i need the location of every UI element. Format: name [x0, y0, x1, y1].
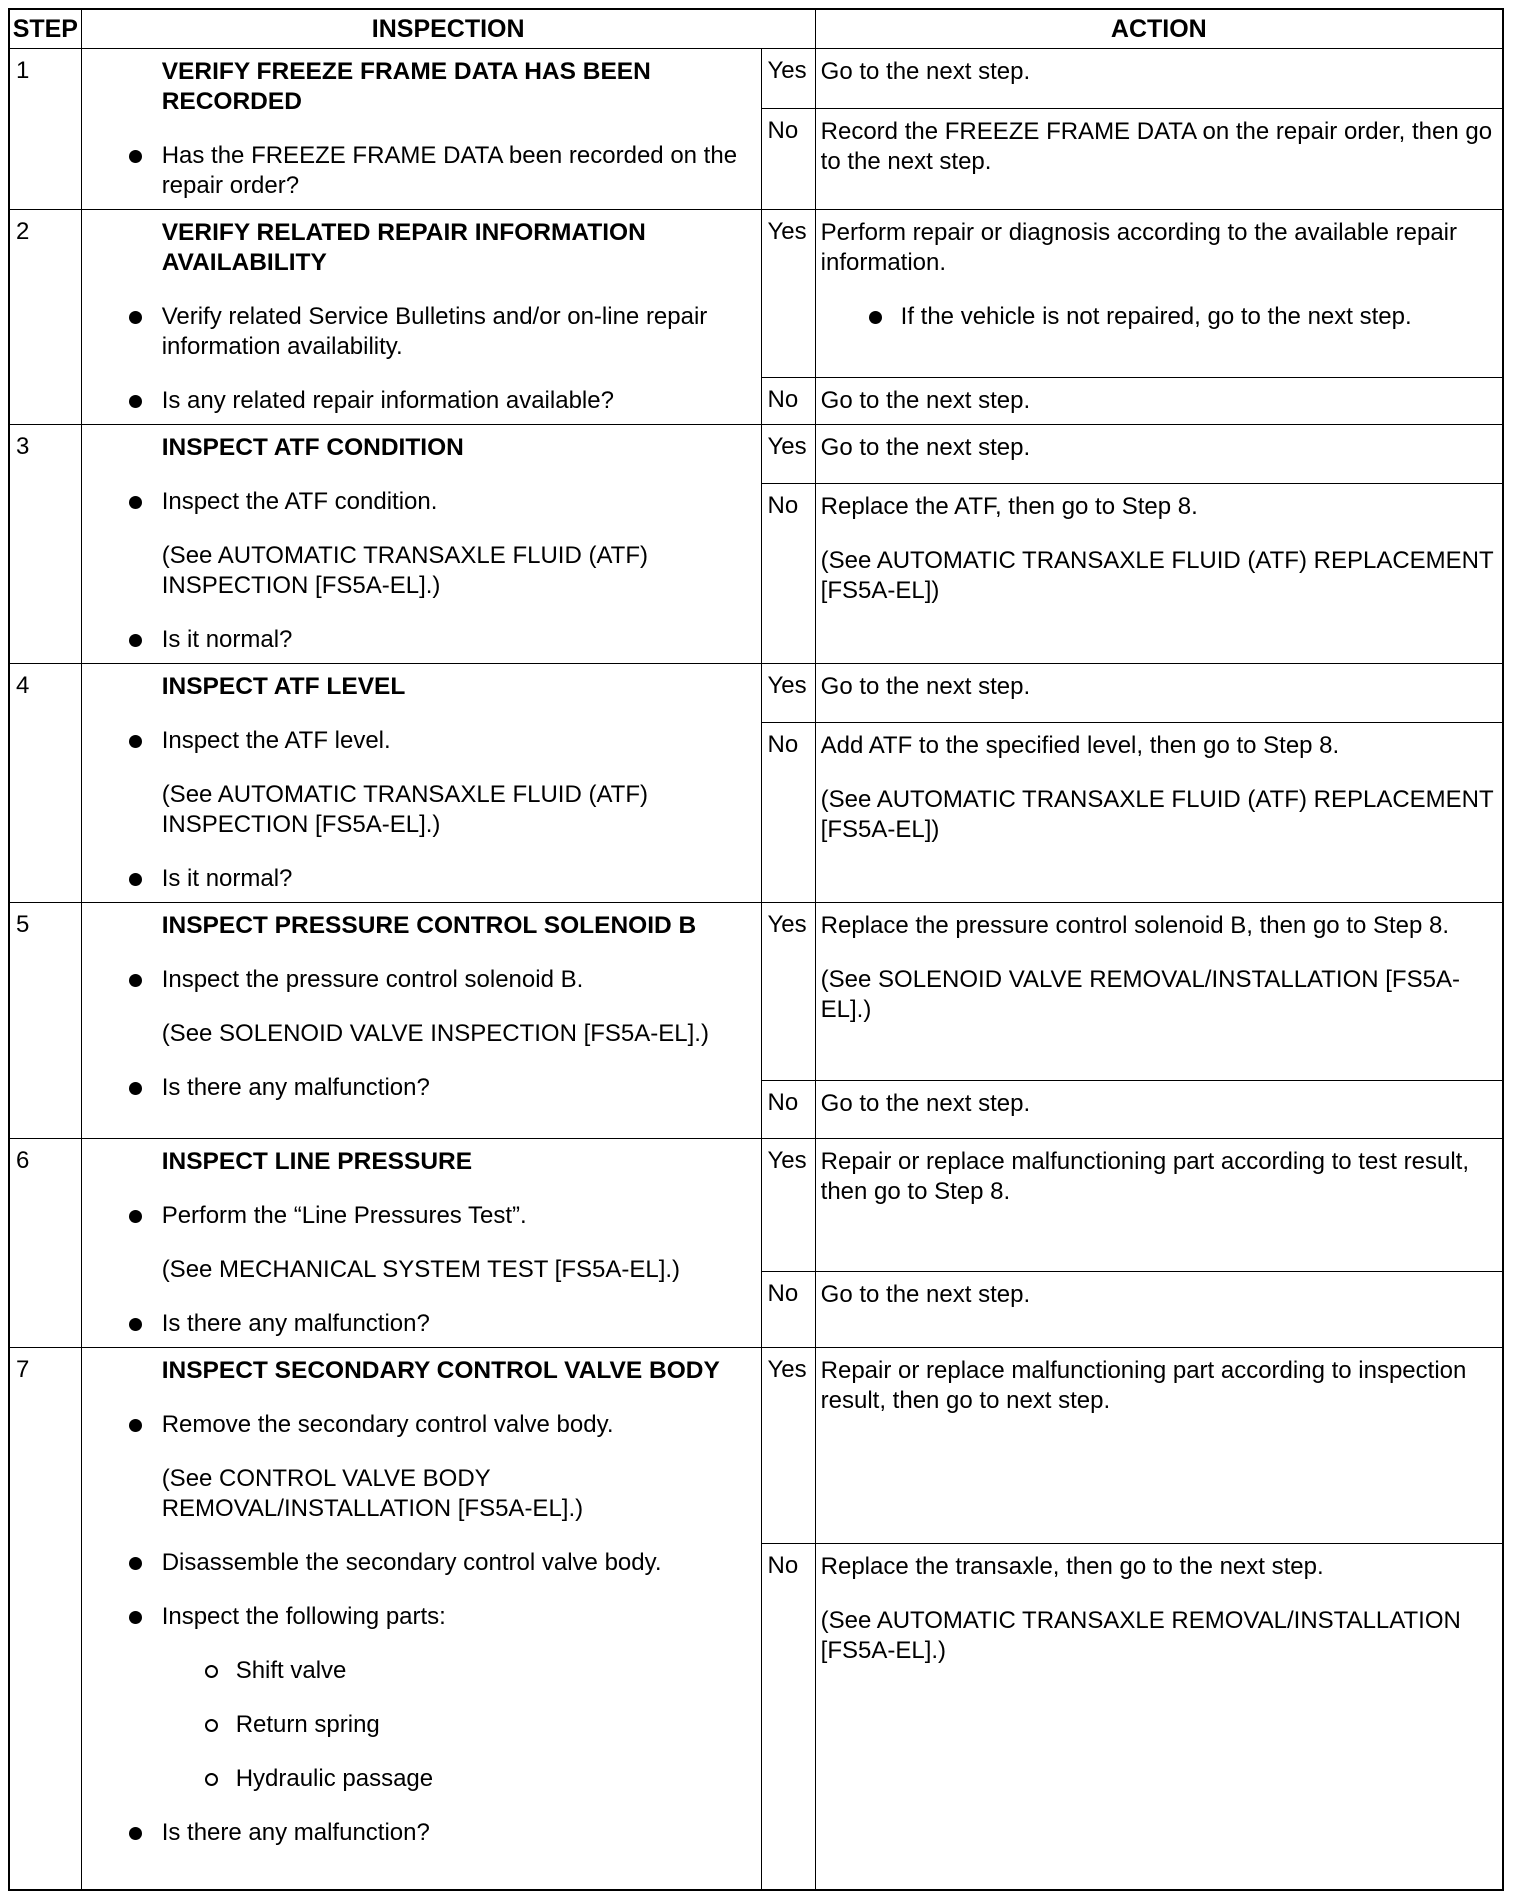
step-number: 1: [9, 49, 81, 210]
no-label: No: [761, 1272, 815, 1348]
inspection-title: INSPECT SECONDARY CONTROL VALVE BODY: [161, 1357, 720, 1384]
yes-action: Replace the pressure control solenoid B, then go to Step 8. (See SOLENOID VALVE REMOVAL/INSTALLATION [FS5A-EL].): [815, 903, 1503, 1081]
bullet-icon: [129, 1557, 142, 1570]
yes-label: Yes: [761, 1139, 815, 1272]
inspection-cell: [81, 49, 761, 210]
inspection-bullet: Inspect the ATF condition.: [162, 487, 741, 517]
action-bullet: If the vehicle is not repaired, go to the next step.: [901, 302, 1498, 332]
no-label: No: [761, 108, 815, 209]
inspection-bullet: Is it normal?: [162, 625, 741, 655]
yes-action: Repair or replace malfunctioning part according to test result, then go to Step 8.: [815, 1139, 1503, 1272]
step-2-yes-row: [9, 210, 1503, 378]
no-label: No: [761, 722, 815, 902]
part-item: Hydraulic passage: [236, 1764, 741, 1794]
yes-action: Perform repair or diagnosis according to the available repair information. If the vehicle is not repaired, go to the next step.: [815, 210, 1503, 378]
no-label: No: [761, 483, 815, 663]
step-number: 3: [9, 425, 81, 664]
step-number: 2: [9, 210, 81, 425]
inspection-bullet: Perform the “Line Pressures Test”.: [162, 1201, 741, 1231]
inspection-cell: [81, 210, 761, 425]
action-reference: (See AUTOMATIC TRANSAXLE REMOVAL/INSTALLATION [FS5A-EL].): [820, 1607, 1461, 1664]
step-5-yes-row: [9, 903, 1503, 1081]
inspection-title: INSPECT ATF CONDITION: [161, 434, 464, 461]
no-label: No: [761, 1544, 815, 1890]
table-header-row: [9, 9, 1503, 49]
yes-label: Yes: [761, 425, 815, 484]
bullet-icon: [129, 1827, 142, 1840]
inspection-reference: (See AUTOMATIC TRANSAXLE FLUID (ATF) INSPECTION [FS5A-EL].): [161, 781, 648, 838]
yes-action: Go to the next step.: [815, 425, 1503, 484]
header-step: STEP: [9, 9, 81, 49]
step-1-yes-row: [9, 49, 1503, 109]
yes-label: Yes: [761, 664, 815, 723]
bullet-icon: [129, 1082, 142, 1095]
inspection-title: INSPECT PRESSURE CONTROL SOLENOID B: [161, 912, 697, 939]
step-7-yes-row: [9, 1348, 1503, 1544]
inspection-bullet: Verify related Service Bulletins and/or on-line repair information availability.: [162, 302, 741, 362]
yes-action: Repair or replace malfunctioning part according to inspection result, then go to next step.: [815, 1348, 1503, 1544]
step-3-yes-row: [9, 425, 1503, 484]
bullet-icon: [129, 735, 142, 748]
step-6-yes-row: [9, 1139, 1503, 1272]
bullet-icon: [129, 873, 142, 886]
inspection-bullet: Inspect the pressure control solenoid B.: [162, 965, 741, 995]
yes-action: Go to the next step.: [815, 664, 1503, 723]
bullet-icon: [129, 496, 142, 509]
bullet-icon: [129, 974, 142, 987]
bullet-icon: [129, 634, 142, 647]
no-label: No: [761, 377, 815, 424]
bullet-icon: [129, 311, 142, 324]
header-action: ACTION: [815, 9, 1503, 49]
inspection-cell: [81, 1348, 761, 1890]
diagnostic-procedure-document: [8, 8, 1504, 1891]
step-number: 6: [9, 1139, 81, 1348]
inspection-reference: (See MECHANICAL SYSTEM TEST [FS5A-EL].): [161, 1256, 681, 1283]
yes-label: Yes: [761, 903, 815, 1081]
bullet-icon: [129, 1611, 142, 1624]
action-reference: (See AUTOMATIC TRANSAXLE FLUID (ATF) REPLACEMENT [FS5A-EL]): [820, 546, 1494, 604]
action-reference: (See SOLENOID VALVE REMOVAL/INSTALLATION [FS5A-EL].): [820, 966, 1460, 1023]
inspection-reference: (See SOLENOID VALVE INSPECTION [FS5A-EL].): [161, 1020, 709, 1047]
yes-action: Go to the next step.: [815, 49, 1503, 109]
inspection-bullet: Is it normal?: [162, 864, 741, 894]
no-action: Add ATF to the specified level, then go to Step 8. (See AUTOMATIC TRANSAXLE FLUID (ATF) REPLACEMENT [FS5A-EL]): [815, 722, 1503, 902]
no-action: Go to the next step.: [815, 1081, 1503, 1139]
inspection-cell: [81, 903, 761, 1139]
inspection-cell: [81, 425, 761, 664]
inspection-bullet: Has the FREEZE FRAME DATA been recorded on the repair order?: [162, 141, 741, 201]
no-action: Replace the ATF, then go to Step 8. (See AUTOMATIC TRANSAXLE FLUID (ATF) REPLACEMENT [FS5A-EL]): [815, 483, 1503, 663]
inspection-bullet: Inspect the following parts:: [162, 1602, 741, 1632]
part-item: Shift valve: [236, 1656, 741, 1686]
step-number: 4: [9, 664, 81, 903]
no-action: Replace the transaxle, then go to the next step. (See AUTOMATIC TRANSAXLE REMOVAL/INSTALLATION [FS5A-EL].): [815, 1544, 1503, 1890]
inspection-title: VERIFY RELATED REPAIR INFORMATION AVAILABILITY: [161, 219, 646, 276]
bullet-icon: [129, 1419, 142, 1432]
inspection-bullet: Is there any malfunction?: [162, 1073, 741, 1103]
circle-bullet-icon: [205, 1665, 218, 1678]
diagnostic-table: [8, 8, 1504, 1891]
step-4-yes-row: [9, 664, 1503, 723]
inspection-bullet: Inspect the ATF level.: [162, 726, 741, 756]
circle-bullet-icon: [205, 1773, 218, 1786]
yes-label: Yes: [761, 1348, 815, 1544]
inspection-bullet: Disassemble the secondary control valve body.: [162, 1548, 741, 1578]
bullet-icon: [869, 311, 882, 324]
header-inspection: INSPECTION: [81, 9, 815, 49]
inspection-bullet: Is there any malfunction?: [162, 1309, 741, 1339]
no-label: No: [761, 1081, 815, 1139]
inspection-title: VERIFY FREEZE FRAME DATA HAS BEEN RECORDED: [161, 58, 651, 115]
inspection-cell: [81, 664, 761, 903]
inspection-title: INSPECT ATF LEVEL: [161, 673, 406, 700]
bullet-icon: [129, 150, 142, 163]
inspection-cell: [81, 1139, 761, 1348]
bullet-icon: [129, 395, 142, 408]
yes-label: Yes: [761, 49, 815, 109]
no-action: Go to the next step.: [815, 377, 1503, 424]
no-action: Go to the next step.: [815, 1272, 1503, 1348]
inspection-reference: (See AUTOMATIC TRANSAXLE FLUID (ATF) INSPECTION [FS5A-EL].): [161, 542, 648, 599]
part-item: Return spring: [236, 1710, 741, 1740]
step-number: 7: [9, 1348, 81, 1890]
action-reference: (See AUTOMATIC TRANSAXLE FLUID (ATF) REPLACEMENT [FS5A-EL]): [820, 785, 1494, 843]
no-action: Record the FREEZE FRAME DATA on the repair order, then go to the next step.: [815, 108, 1503, 209]
bullet-icon: [129, 1318, 142, 1331]
yes-label: Yes: [761, 210, 815, 378]
bullet-icon: [129, 1210, 142, 1223]
circle-bullet-icon: [205, 1719, 218, 1732]
step-number: 5: [9, 903, 81, 1139]
inspection-bullet: Remove the secondary control valve body.: [162, 1410, 741, 1440]
inspection-bullet: Is there any malfunction?: [162, 1818, 741, 1848]
inspection-reference: (See CONTROL VALVE BODY REMOVAL/INSTALLATION [FS5A-EL].): [161, 1465, 584, 1522]
inspection-bullet: Is any related repair information available?: [162, 386, 741, 416]
inspection-title: INSPECT LINE PRESSURE: [161, 1148, 473, 1175]
